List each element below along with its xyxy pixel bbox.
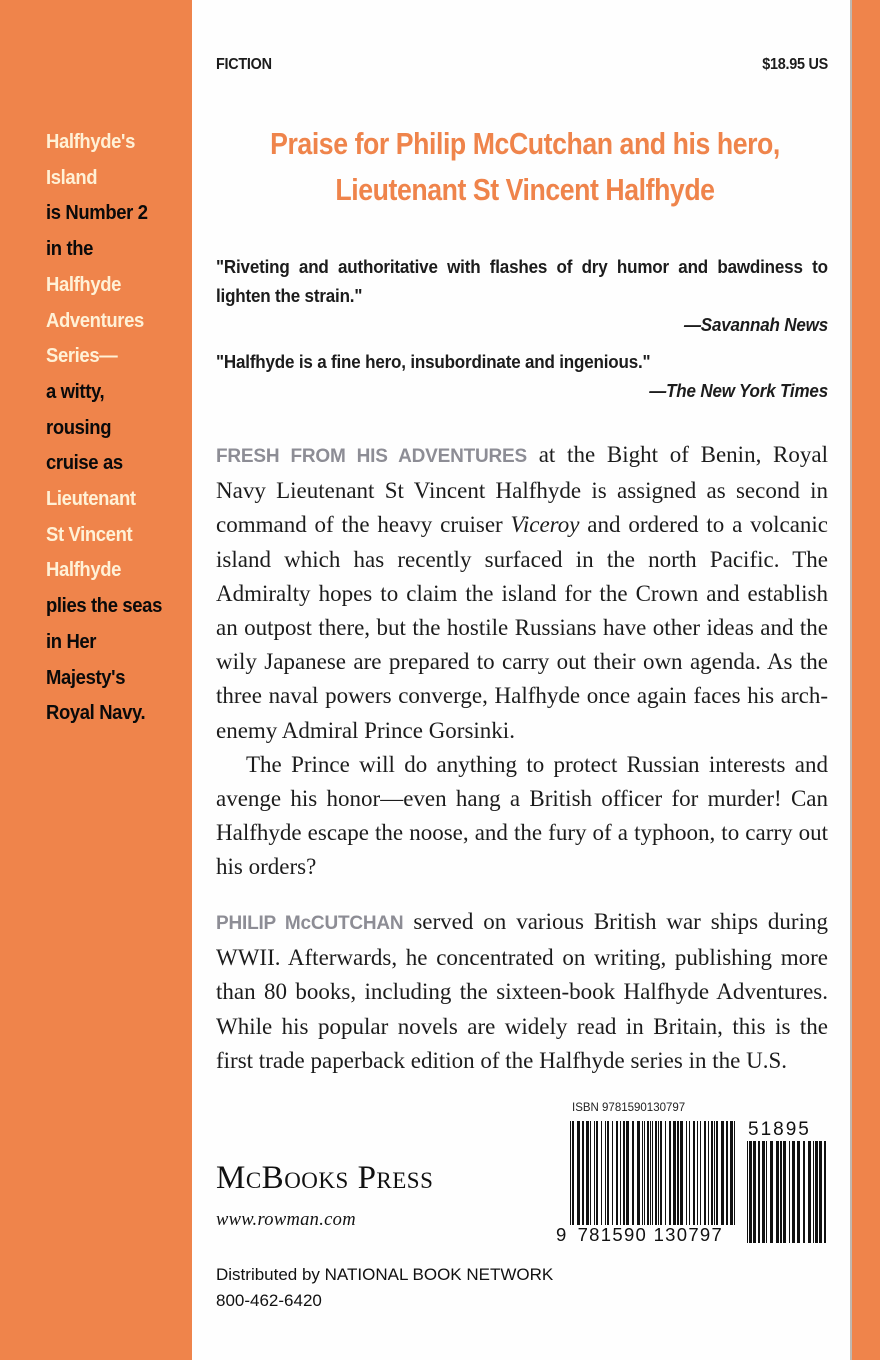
barcode-bar — [803, 1141, 805, 1243]
description-text-a: at the Bight of Benin, Royal Navy Lieutenant St Vincent Halfhyde is assigned as second in command of the heavy cruiser — [216, 442, 828, 538]
barcode-bar — [665, 1121, 666, 1225]
barcode-bar — [582, 1121, 584, 1225]
barcode-bar — [815, 1141, 818, 1243]
barcode-bar — [650, 1121, 651, 1225]
barcode-bar — [586, 1121, 589, 1225]
barcode-bar — [789, 1141, 790, 1243]
sidebar-line: Series— — [46, 344, 118, 368]
barcode-bar — [669, 1121, 671, 1225]
sidebar-line: Royal Navy. — [46, 701, 146, 725]
barcode-bar — [673, 1121, 676, 1225]
barcode-bar — [730, 1121, 733, 1225]
barcode-lead-digit: 9 — [556, 1224, 568, 1245]
barcode-bar — [693, 1121, 695, 1225]
sidebar-line: rousing — [46, 415, 112, 439]
barcode-bar — [647, 1121, 649, 1225]
distributor-phone: 800-462-6420 — [216, 1291, 322, 1310]
barcode-bar — [658, 1121, 659, 1225]
barcode-bar — [762, 1141, 765, 1243]
barcode-bar — [655, 1121, 657, 1225]
barcode-bar — [783, 1141, 786, 1243]
isbn-label: ISBN 9781590130797 — [572, 1102, 686, 1114]
barcode-bar — [577, 1121, 580, 1225]
barcode-bar — [780, 1141, 782, 1243]
sidebar-line: Halfhyde — [46, 558, 122, 582]
quote-text: "Riveting and authoritative with flashes of dry humor and bawdiness to lighten the strain." — [216, 256, 828, 306]
barcode-bar — [686, 1121, 687, 1225]
sidebar-line: is Number 2 — [46, 201, 148, 225]
barcode-bar — [711, 1121, 713, 1225]
author-bio — [216, 905, 828, 1078]
praise-heading-line-2: Lieutenant St Vincent Halfhyde — [335, 172, 715, 207]
barcode-bar — [747, 1141, 748, 1243]
description-paragraph-2: The Prince will do anything to protect Russian interests and avenge his honor—even hang a British officer for murder! Can Halfhyde escape the noose, and the fury of a typhoon, to carry out his orders? — [216, 751, 828, 880]
barcode-bar — [824, 1141, 826, 1243]
barcode-bar — [632, 1121, 634, 1225]
barcode-bar — [700, 1121, 701, 1225]
right-accent-strip — [852, 0, 880, 1360]
description-lead: FRESH FROM HIS ADVENTURES — [216, 446, 527, 467]
barcode-bar — [601, 1121, 602, 1225]
book-description — [216, 438, 828, 885]
barcode-bar — [708, 1121, 709, 1225]
publisher-logo: McBooks Press — [216, 1160, 434, 1196]
barcode-bar — [570, 1121, 571, 1225]
barcode-bar — [776, 1141, 779, 1243]
review-quote — [216, 252, 828, 339]
quote-text: "Halfhyde is a fine hero, insubordinate and ingenious." — [216, 351, 651, 372]
barcode-bar — [704, 1121, 706, 1225]
barcode-bar — [644, 1121, 645, 1225]
bio-text: served on various British war ships during WWII. Afterwards, he concentrated on writing, publishing more than 80 books, including the sixteen-book Halfhyde Adventures. While his popular novels are widely read in Britain, this is the first trade paperback edition of the Halfhyde series in the U.S. — [216, 909, 828, 1073]
barcode-bar — [766, 1141, 767, 1243]
barcode-bar — [572, 1121, 574, 1225]
sidebar-line: Majesty's — [46, 665, 126, 689]
distributor-name: Distributed by NATIONAL BOOK NETWORK — [216, 1265, 554, 1284]
distributor-info — [216, 1262, 553, 1314]
genre-label: FICTION — [216, 56, 272, 73]
barcode-bar — [770, 1141, 773, 1243]
price-label: $18.95 US — [762, 56, 828, 73]
barcode-bar — [612, 1121, 613, 1225]
quote-source: —Savannah News — [683, 314, 828, 335]
barcode-bar — [660, 1121, 662, 1225]
quote-source: —The New York Times — [649, 380, 828, 401]
barcode-bar — [716, 1121, 718, 1225]
sidebar-blurb — [46, 124, 172, 731]
sidebar-line: Island — [46, 165, 98, 189]
ship-name: Viceroy — [510, 512, 580, 538]
bio-lead: PHILIP McCUTCHAN — [216, 913, 404, 934]
barcode-bar — [605, 1121, 606, 1225]
publisher-website[interactable]: www.rowman.com — [216, 1210, 356, 1230]
barcode-bar — [797, 1141, 800, 1243]
barcode-bar — [813, 1141, 814, 1243]
barcode-bar — [753, 1141, 756, 1243]
sidebar-line: a witty, — [46, 379, 105, 403]
sidebar-line: plies the seas — [46, 594, 162, 618]
barcode-bar — [590, 1121, 591, 1225]
barcode-bar — [819, 1141, 822, 1243]
barcode-bar — [626, 1121, 629, 1225]
sidebar-line: Adventures — [46, 308, 144, 332]
barcode-bar — [594, 1121, 595, 1225]
barcode-bar — [607, 1121, 609, 1225]
sidebar-line: Halfhyde's — [46, 130, 135, 153]
barcode-bar — [697, 1121, 698, 1225]
barcode-bar — [749, 1141, 752, 1243]
sidebar-line: Halfhyde — [46, 272, 122, 296]
barcode-number: 781590 130797 — [577, 1224, 724, 1245]
barcode-bar — [652, 1121, 653, 1225]
barcode-bar — [596, 1121, 598, 1225]
addon-barcode — [746, 1141, 828, 1243]
review-quote — [216, 347, 828, 405]
barcode-bar — [792, 1141, 795, 1243]
description-text-b: and ordered to a volcanic island which has recently surfaced in the north Pacific. The Admiralty hopes to claim the island for the Crown and establish an outpost there, but the hostile Russians have other ideas and the wily Japanese are prepared to carry out their own agenda. As the three naval powers converge, Halfhyde once again faces his arch-enemy Admiral Prince Gorsinki. — [216, 512, 828, 743]
sidebar-line: Lieutenant — [46, 487, 136, 511]
barcode-bar — [808, 1141, 811, 1243]
barcode-bar — [726, 1121, 728, 1225]
barcode-bar — [714, 1121, 715, 1225]
barcode-bar — [620, 1121, 621, 1225]
barcode-bar — [642, 1121, 643, 1225]
sidebar-line: St Vincent — [46, 522, 133, 546]
barcode-bar — [721, 1121, 724, 1225]
barcode-bar — [680, 1121, 683, 1225]
sidebar-line: in the — [46, 237, 94, 261]
barcode-bar — [689, 1121, 690, 1225]
sidebar-line: in Her — [46, 629, 97, 653]
barcode-bar — [623, 1121, 625, 1225]
barcode-bar — [677, 1121, 679, 1225]
barcode-bar — [616, 1121, 618, 1225]
praise-heading — [246, 121, 805, 213]
sidebar-line: cruise as — [46, 451, 123, 475]
barcode-digits — [556, 1224, 723, 1246]
barcode-bar — [734, 1121, 735, 1225]
praise-heading-line-1: Praise for Philip McCutchan and his hero, — [270, 126, 780, 161]
price-addon-digits: 51895 — [748, 1119, 811, 1140]
barcode-bar — [758, 1141, 760, 1243]
barcode-bar — [637, 1121, 640, 1225]
